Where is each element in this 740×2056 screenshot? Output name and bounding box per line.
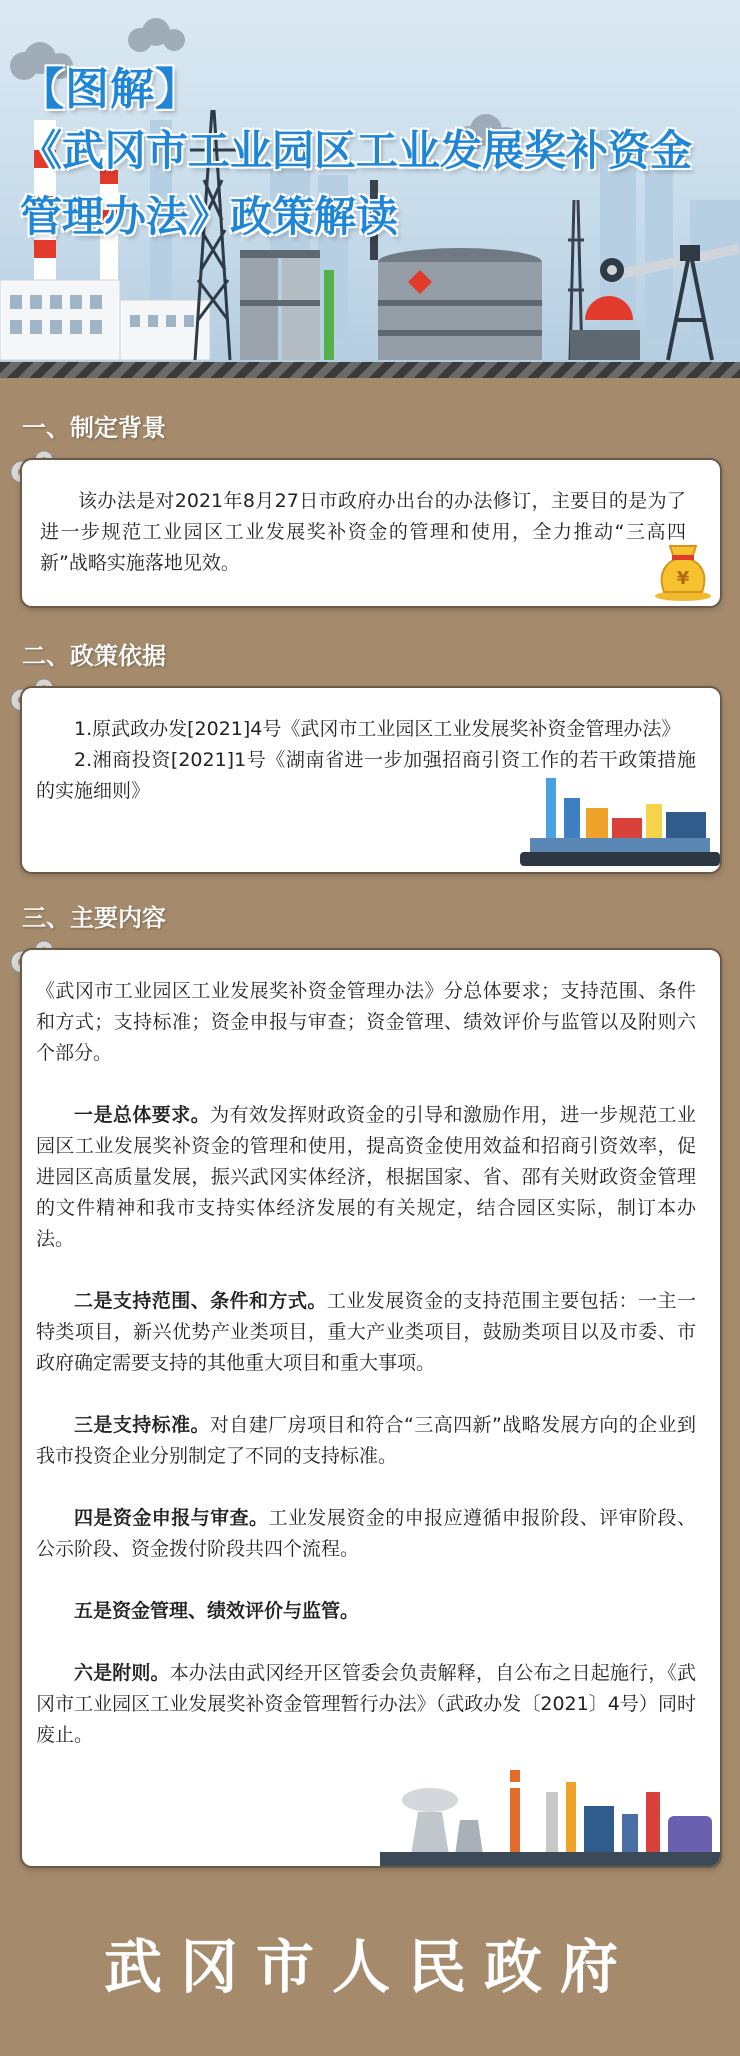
section-2-title: 二、政策依据 — [22, 642, 166, 670]
title-line-2: 《武冈市工业园区工业发展奖补资金 — [20, 126, 693, 175]
factory-icon — [370, 1762, 720, 1866]
svg-text:¥: ¥ — [676, 568, 690, 589]
part-3-body: 对自建厂房项目和符合“三高四新”战略发展方向的企业到我市投资企业分别制定了不同的支持标准。 — [36, 1414, 696, 1467]
part-1-body: 为有效发挥财政资金的引导和激励作用，进一步规范工业园区工业发展奖补资金的管理和使用，提高资金使用效益和招商引资效率，促进园区高质量发展，振兴武冈实体经济，根据国家、省、邵有关财政资金管理的文件精神和我市支持实体经济发展的有关规定，结合园区实际，制订本办法。 — [36, 1104, 696, 1250]
section-1-title: 一、制定背景 — [22, 414, 166, 442]
content-part-3 — [36, 1410, 696, 1472]
part-4-heading: 四是资金申报与审查。 — [74, 1507, 269, 1529]
section-3-title: 三、主要内容 — [22, 904, 166, 932]
part-5-heading: 五是资金管理、绩效评价与监管。 — [74, 1600, 360, 1622]
page-title — [20, 62, 692, 250]
title-line-3: 管理办法》政策解读 — [20, 192, 399, 241]
content-intro: 《武冈市工业园区工业发展奖补资金管理办法》分总体要求；支持范围、条件和方式；支持标准；资金申报与审查；资金管理、绩效评价与监管以及附则六个部分。 — [36, 980, 696, 1064]
part-4-body: 工业发展资金的申报应遵循申报阶段、评审阶段、公示阶段、资金拨付阶段共四个流程。 — [36, 1507, 696, 1560]
content-part-2 — [36, 1286, 696, 1379]
basis-item-2: 2.湘商投资[2021]1号《湖南省进一步加强招商引资工作的若干政策措施的实施细则》 — [36, 749, 696, 802]
part-2-body: 工业发展资金的支持范围主要包括：一主一特类项目，新兴优势产业类项目，重大产业类项目，鼓励类项目以及市委、市政府确定需要支持的其他重大项目和重大事项。 — [36, 1290, 696, 1374]
part-2-heading: 二是支持范围、条件和方式。 — [74, 1290, 327, 1312]
content-part-5 — [36, 1596, 696, 1627]
section-1-card — [20, 458, 722, 608]
content-part-4 — [36, 1503, 696, 1565]
basis-item-1: 1.原武政办发[2021]4号《武冈市工业园区工业发展奖补资金管理办法》 — [74, 718, 681, 740]
factory-icon — [520, 768, 720, 872]
header-banner — [0, 0, 740, 370]
part-6-heading: 六是附则。 — [74, 1662, 170, 1684]
footer-publisher: 武冈市人民政府 — [103, 1933, 636, 2001]
title-line-1: 【图解】 — [20, 64, 200, 115]
content-part-6 — [36, 1658, 696, 1751]
content-part-1 — [36, 1100, 696, 1255]
money-bag-icon — [650, 536, 716, 602]
section-2-card — [20, 686, 722, 874]
background-text: 该办法是对2021年8月27日市政府办出台的办法修订，主要目的是为了进一步规范工业园区工业发展奖补资金的管理和使用，全力推动“三高四新”战略实施落地见效。 — [40, 490, 686, 574]
section-3-card — [20, 948, 722, 1868]
part-3-heading: 三是支持标准。 — [74, 1414, 210, 1436]
part-6-body: 本办法由武冈经开区管委会负责解释，自公布之日起施行，《武冈市工业园区工业发展奖补资金管理暂行办法》（武政办发〔2021〕4号）同时废止。 — [36, 1662, 696, 1746]
part-1-heading: 一是总体要求。 — [74, 1104, 211, 1126]
hazard-stripe-divider — [0, 362, 740, 378]
